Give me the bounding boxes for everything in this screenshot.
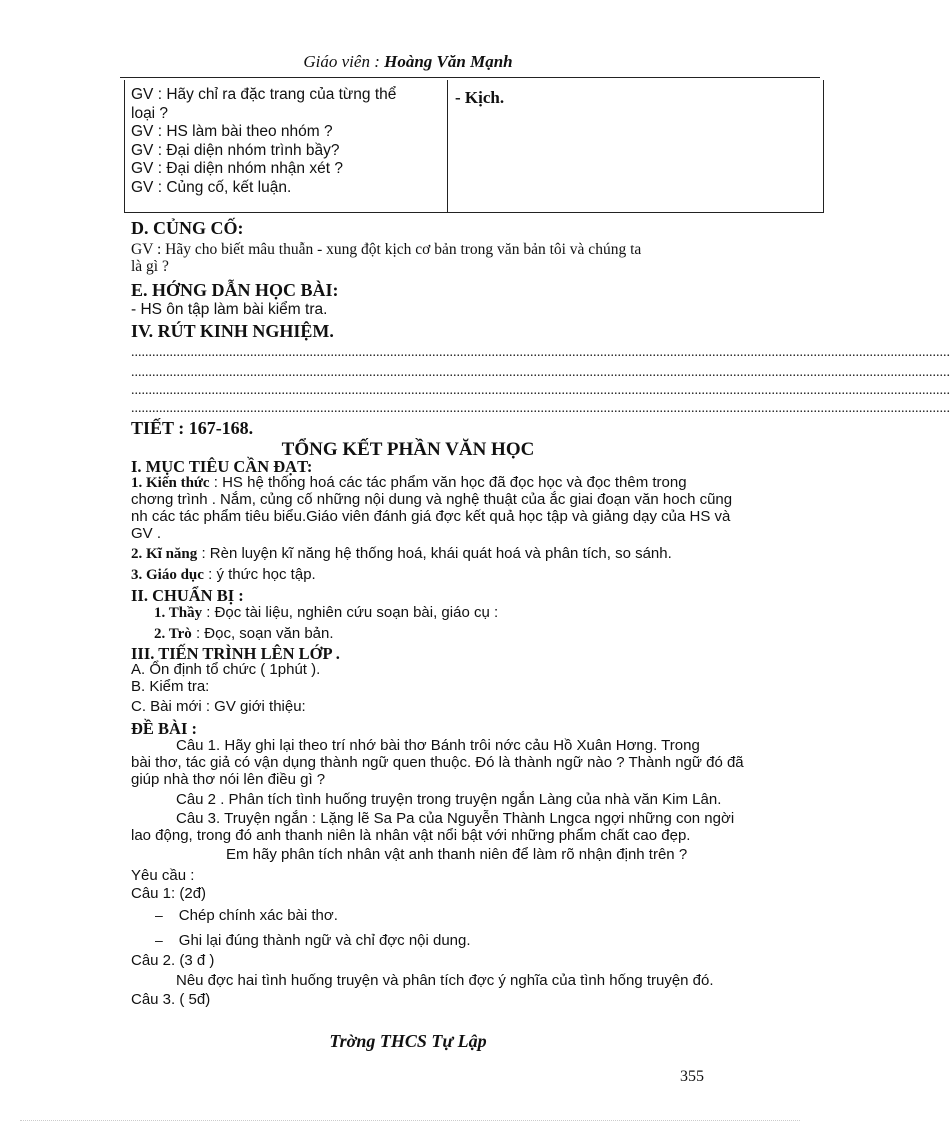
dash-bullet-icon: –: [155, 907, 163, 923]
kien-thuc-line-2: chơng trình . Nắm, củng cố những nội dung và nghệ thuật của ắc giai đoạn văn hoch cũng: [131, 491, 733, 508]
dotted-line: ..........................................................................................................................................................................................................................................: [131, 365, 950, 380]
chuan-bi-item-1-text: : Đọc tài liệu, nghiên cứu soạn bài, giáo cụ :: [202, 604, 499, 621]
cau3-line-1: Câu 3. Truyện ngắn : Lặng lẽ Sa Pa của Nguyễn Thành Lngca ngợi những con ngời: [176, 810, 735, 827]
chuan-bi-item-2-text: : Đọc, soạn văn bản.: [191, 625, 334, 642]
cau1-line-1: Câu 1. Hãy ghi lại theo trí nhớ bài thơ Bánh trôi nớc cảu Hồ Xuân Hơng. Trong: [176, 737, 700, 754]
table-line: GV : Củng cố, kết luận.: [131, 178, 292, 196]
page-number: 355: [680, 1068, 704, 1085]
tiet-label: TIẾT : 167-168.: [131, 418, 254, 438]
giao-duc-text: : ý thức học tập.: [203, 566, 316, 583]
table-right-cell: - Kịch.: [455, 88, 505, 107]
kien-thuc-line-1: [131, 474, 687, 492]
kien-thuc-line-4: GV .: [131, 525, 162, 542]
yeu-cau-cau3: Câu 3. ( 5đ): [131, 991, 211, 1008]
dotted-line: ..........................................................................................................................................................................................................................................: [131, 345, 950, 360]
cau3-line-2: lao động, trong đó anh thanh niên là nhân vật nổi bật với những phẩm chất cao đẹp.: [131, 827, 691, 844]
page-title: TỔNG KẾT PHẦN VĂN HỌC: [281, 439, 535, 460]
cau1-line-3: giúp nhà thơ nói lên điều gì ?: [131, 771, 326, 788]
tien-trinh-heading: III. TIẾN TRÌNH LÊN LỚP .: [131, 644, 340, 663]
yeu-cau-item: [155, 932, 471, 949]
rut-kinh-nghiem-heading: IV. RÚT KINH NGHIỆM.: [131, 321, 334, 341]
kien-thuc-label: 1. Kiến thức: [131, 475, 210, 491]
muc-tieu-heading: I. MỤC TIÊU CẦN ĐẠT:: [131, 457, 313, 476]
giao-duc-line: [131, 566, 316, 584]
table-line: GV : Hãy chỉ ra đặc trang của từng thể: [131, 86, 397, 103]
header-rule: [120, 77, 820, 78]
kien-thuc-text: : HS hệ thống hoá các tác phẩm văn học đã đọc học và đọc thêm trong: [209, 474, 687, 491]
dash-bullet-icon: –: [155, 932, 163, 948]
cau3-line-3: Em hãy phân tích nhân vật anh thanh niên để làm rõ nhận định trên ?: [226, 846, 688, 863]
header-prefix: Giáo viên :: [303, 52, 385, 71]
yeu-cau-item: [155, 907, 338, 924]
chuan-bi-item-1: [154, 604, 498, 622]
cung-co-heading: D. CỦNG CỐ:: [131, 218, 244, 238]
teacher-name: Hoàng Văn Mạnh: [384, 52, 513, 71]
page-footer: Trờng THCS Tự Lập: [329, 1031, 487, 1051]
huong-dan-heading: E. HỚNG DẪN HỌC BÀI:: [131, 280, 339, 300]
yeu-cau-item-text: Ghi lại đúng thành ngữ và chỉ đợc nội dung.: [178, 932, 471, 949]
table-line: GV : Đại diện nhóm nhận xét ?: [131, 160, 343, 177]
huong-dan-line: - HS ôn tập làm bài kiểm tra.: [131, 301, 328, 318]
cau2-line: Câu 2 . Phân tích tình huống truyện trong truyện ngắn Làng của nhà văn Kim Lân.: [176, 791, 722, 808]
chuan-bi-item-2: [154, 625, 334, 643]
ki-nang-label: 2. Kĩ năng: [131, 546, 198, 562]
dotted-line: ..........................................................................................................................................................................................................................................: [131, 401, 950, 416]
yeu-cau-cau1: Câu 1: (2đ): [131, 885, 207, 902]
page-header: [0, 52, 816, 72]
chuan-bi-item-2-label: 2. Trò: [154, 626, 192, 642]
kien-thuc-line-3: nh các tác phẩm tiêu biểu.Giáo viên đánh giá đợc kết quả học tập và giảng dạy của HS và: [131, 508, 731, 525]
bottom-border: [20, 1120, 800, 1121]
table-line: GV : Đại diện nhóm trình bầy?: [131, 141, 340, 159]
cung-co-line-2: là gì ?: [131, 258, 169, 275]
yeu-cau-cau2: Câu 2. (3 đ ): [131, 952, 215, 969]
dotted-line: ..........................................................................................................................................................................................................................................: [131, 383, 950, 398]
tien-trinh-c: C. Bài mới : GV giới thiệu:: [131, 698, 306, 715]
cau1-line-2: bài thơ, tác giả có vận dụng thành ngữ quen thuộc. Đó là thành ngữ nào ? Thành ngữ đó đã: [131, 754, 744, 771]
table-line: loại ?: [131, 104, 169, 122]
yeu-cau-label: Yêu cầu :: [131, 867, 195, 884]
table-left-cell: [131, 86, 396, 197]
chuan-bi-heading: II. CHUẨN BỊ :: [131, 586, 244, 605]
yeu-cau-item-text: Chép chính xác bài thơ.: [178, 907, 338, 924]
giao-duc-label: 3. Giáo dục: [131, 567, 204, 583]
yeu-cau-cau2-text: Nêu đợc hai tình huống truyện và phân tích đợc ý nghĩa của tình hống truyện đó.: [176, 972, 714, 989]
table-line: GV : HS làm bài theo nhóm ?: [131, 123, 333, 140]
ki-nang-text: : Rèn luyện kĩ năng hệ thống hoá, khái quát hoá và phân tích, so sánh.: [197, 545, 672, 562]
tien-trinh-a: A. Ổn định tổ chức ( 1phút ).: [131, 661, 321, 678]
ki-nang-line: [131, 545, 672, 563]
chuan-bi-item-1-label: 1. Thầy: [154, 605, 203, 621]
table-divider: [447, 80, 448, 213]
tien-trinh-b: B. Kiểm tra:: [131, 678, 210, 695]
de-bai-heading: ĐỀ BÀI :: [131, 719, 198, 738]
cung-co-line-1: GV : Hãy cho biết mâu thuẫn - xung đột kịch cơ bản trong văn bản tôi và chúng ta: [131, 241, 642, 258]
